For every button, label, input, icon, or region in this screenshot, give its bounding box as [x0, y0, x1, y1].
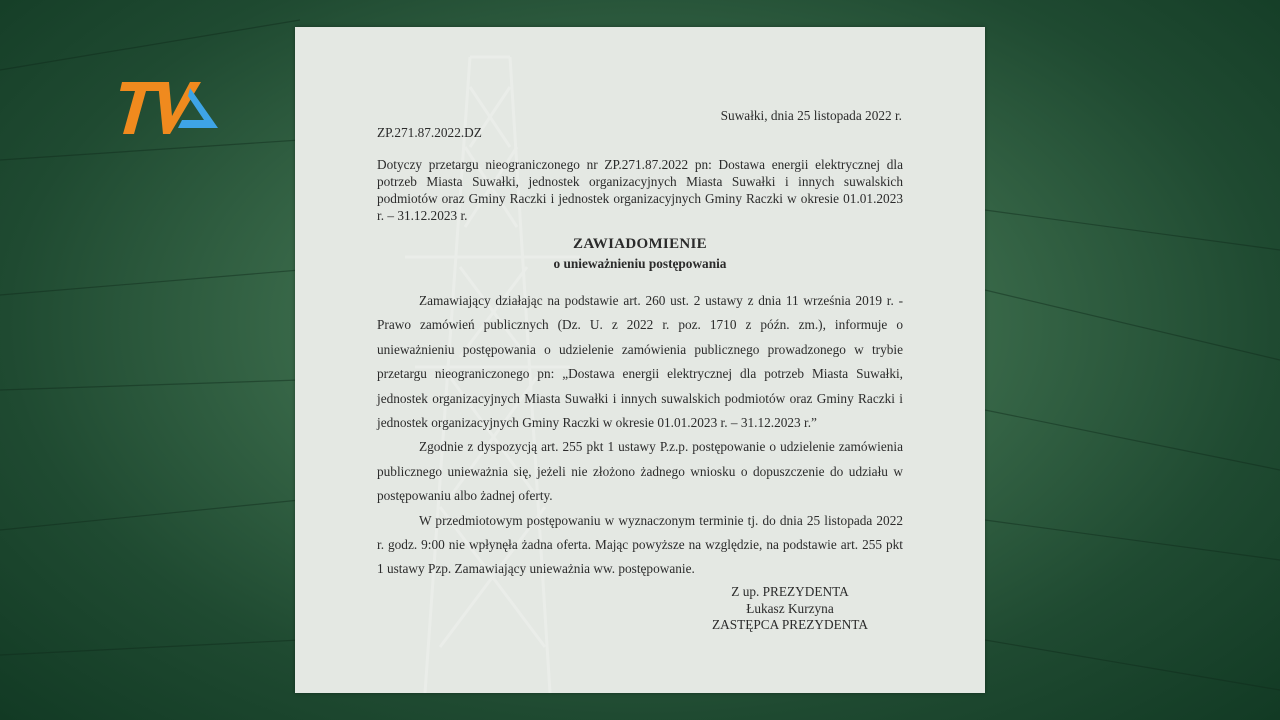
place-date: Suwałki, dnia 25 listopada 2022 r.: [720, 108, 902, 123]
document-subtitle: o unieważnieniu postępowania: [553, 256, 727, 271]
subject-paragraph: Dotyczy przetargu nieograniczonego nr ZP.271.87.2022 pn: Dostawa energii elektrycznej dla potrzeb Miasta Suwałki, jednostek organizacyjnych Miasta Suwałki i innych suwalskich podmiotów oraz Gminy Raczki i jednostek organizacyjnych Gminy Raczki w okresie 01.01.2023 r. – 31.12.2023 r.: [377, 157, 903, 223]
document-page: [295, 27, 985, 693]
document-body: [377, 289, 903, 582]
body-paragraph: Zgodnie z dyspozycją art. 255 pkt 1 ustawy P.z.p. postępowanie o udzielenie zamówienia publicznego unieważnia się, jeżeli nie złożono żadnego wniosku o dopuszczenie do udziału w postępowaniu albo żadnej oferty.: [377, 439, 903, 504]
body-paragraph: W przedmiotowym postępowaniu w wyznaczonym terminie tj. do dnia 25 listopada 2022 r. godz. 9:00 nie wpłynęła żadna oferta. Mając powyższe na względzie, na podstawie art. 255 pkt 1 ustawy Pzp. Zamawiający unieważnia ww. postępowanie.: [377, 512, 903, 577]
document-title: ZAWIADOMIENIE: [573, 236, 707, 252]
signature-title: ZASTĘPCA PREZYDENTA: [712, 617, 868, 633]
tv-logo-icon: [118, 82, 220, 136]
signature-block: [705, 584, 875, 634]
signature-name: Łukasz Kurzyna: [746, 600, 834, 616]
body-paragraph: Zamawiający działając na podstawie art. 260 ust. 2 ustawy z dnia 11 września 2019 r. - Prawo zamówień publicznych (Dz. U. z 2022 r. poz. 1710 z późn. zm.), informuje o unieważnieniu postępowania o udzielenie zamówienia publicznego prowadzonego w trybie przetargu nieograniczonego pn: „Dostawa energii elektrycznej dla potrzeb Miasta Suwałki, jednostek organizacyjnych Miasta Suwałki i innych suwalskich podmiotów oraz Gminy Raczki i jednostek organizacyjnych Gminy Raczki w okresie 01.01.2023 r. – 31.12.2023 r.”: [377, 293, 903, 431]
document-heading: [295, 234, 985, 274]
reference-number: ZP.271.87.2022.DZ: [377, 125, 482, 140]
signature-line: Z up. PREZYDENTA: [731, 584, 849, 599]
document-content: [295, 27, 985, 693]
